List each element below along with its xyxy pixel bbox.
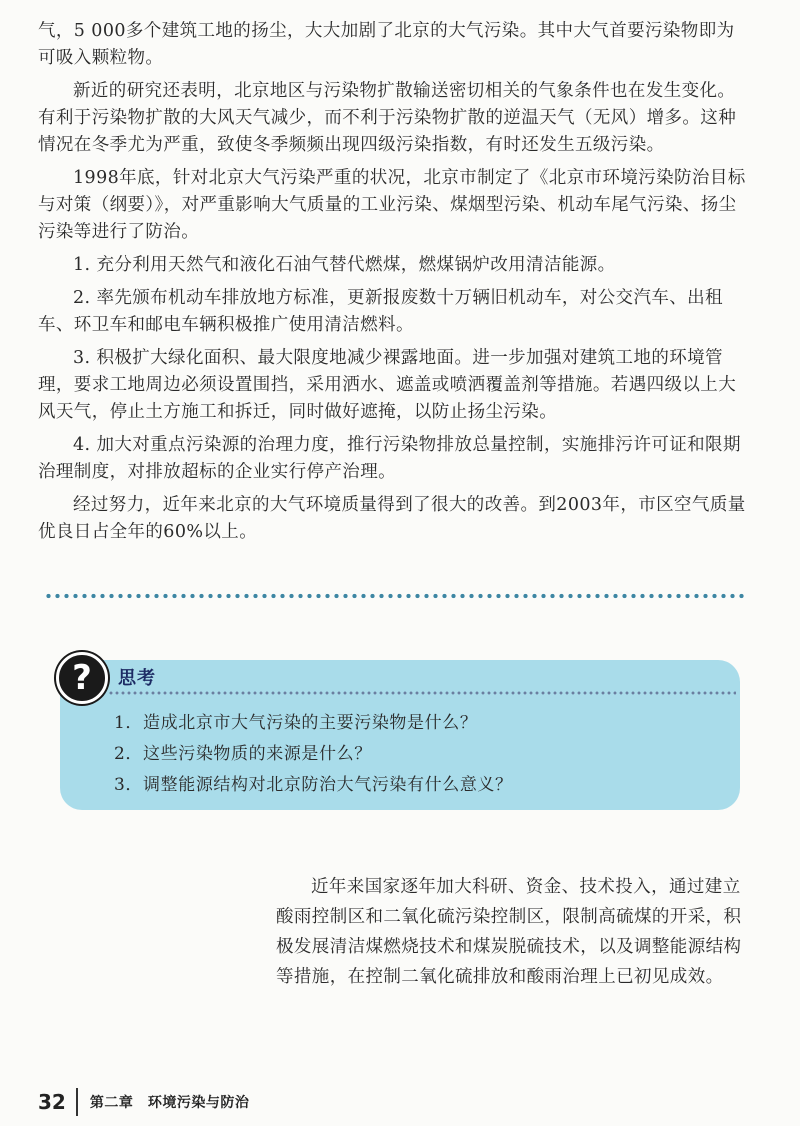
measure-item-2: 2. 率先颁布机动车排放地方标准，更新报废数十万辆旧机动车，对公交汽车、出租车、环卫车和邮电车辆积极推广使用清洁燃料。 — [38, 288, 723, 335]
measure-item-3: 3. 积极扩大绿化面积、最大限度地减少裸露地面。进一步加强对建筑工地的环境管理，要求工地周边必须设置围挡，采用洒水、遮盖或喷洒覆盖剂等措施。若遇四级以上大风天气，停止土方施工和拆迁，同时做好遮掩，以防止扬尘污染。 — [38, 348, 737, 422]
side-note-paragraph: 近年来国家逐年加大科研、资金、技术投入，通过建立酸雨控制区和二氧化硫污染控制区，限制高硫煤的开采，积极发展清洁煤燃烧技术和煤炭脱硫技术，以及调整能源结构等措施，在控制二氧化硫排放和酸雨治理上已初见成效。 — [276, 877, 742, 987]
section-divider — [44, 593, 744, 599]
think-question-list — [114, 708, 513, 801]
main-body-text — [38, 18, 748, 552]
think-title: 思考 — [118, 668, 156, 689]
paragraph-conclusion: 经过努力，近年来北京的大气环境质量得到了很大的改善。到2003年，市区空气质量优良日占全年的60%以上。 — [38, 495, 746, 542]
think-divider — [108, 691, 736, 695]
page-footer — [38, 1088, 249, 1116]
think-question: 3．调整能源结构对北京防治大气污染有什么意义？ — [114, 775, 513, 795]
paragraph-continued: 气，5 000多个建筑工地的扬尘，大大加剧了北京的大气污染。其中大气首要污染物即为可吸入颗粒物。 — [38, 21, 735, 68]
footer-separator — [76, 1088, 78, 1116]
paragraph-weather-research: 新近的研究还表明，北京地区与污染物扩散输送密切相关的气象条件也在发生变化。有利于污染物扩散的大风天气减少，而不利于污染物扩散的逆温天气（无风）增多。这种情况在冬季尤为严重，致使冬季频频出现四级污染指数，有时还发生五级污染。 — [38, 81, 737, 155]
think-question: 1．造成北京市大气污染的主要污染物是什么？ — [114, 713, 478, 733]
side-note — [276, 872, 746, 992]
paragraph-1998-plan: 1998年底，针对北京大气污染严重的状况，北京市制定了《北京市环境污染防治目标与对策（纲要）》，对严重影响大气质量的工业污染、煤烟型污染、机动车尾气污染、扬尘污染等进行了防治。 — [38, 168, 746, 242]
measure-item-1: 1. 充分利用天然气和液化石油气替代燃煤，燃煤锅炉改用清洁能源。 — [73, 255, 616, 275]
page-number: 32 — [38, 1090, 66, 1114]
measure-item-4: 4. 加大对重点污染源的治理力度，推行污染物排放总量控制，实施排污许可证和限期治理制度，对排放超标的企业实行停产治理。 — [38, 435, 741, 482]
question-mark-icon: ? — [56, 652, 108, 704]
think-question: 2．这些污染物质的来源是什么？ — [114, 744, 372, 764]
chapter-title: 第二章 环境污染与防治 — [89, 1095, 250, 1111]
